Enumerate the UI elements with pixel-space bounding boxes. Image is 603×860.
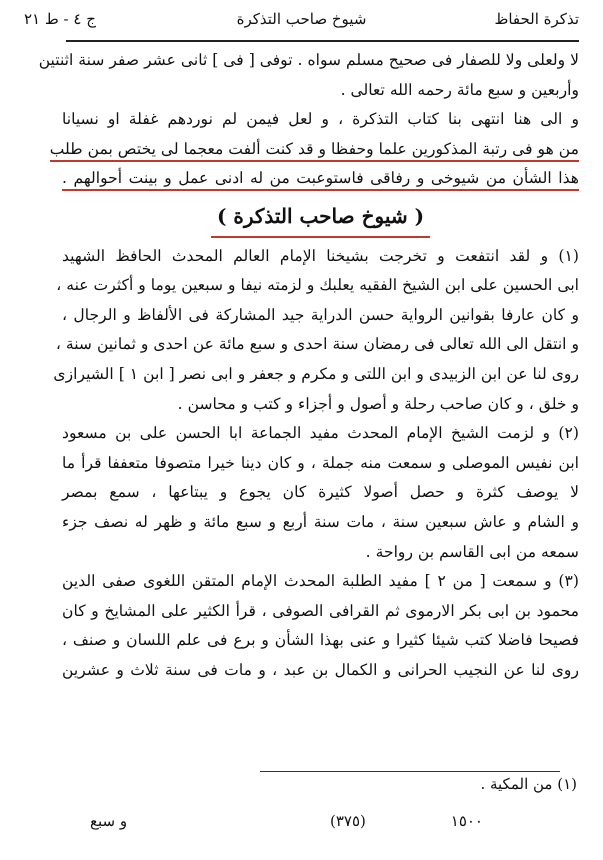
underlined-text: هذا الشأن من شيوخى و رفاقى فاستوعبت من له ادنى عمل و بينت أحوالهم . <box>62 169 579 191</box>
underlined-text: من هو فى رتبة المذكورين علما وحفظا و قد كنت ألفت معجما لى يختص بمن طلب <box>50 140 579 162</box>
catchword: و سبع <box>90 812 128 830</box>
text-line: ابن نفيس الموصلى و سمعت منه جملة ، و كان دينا خيرا متصوفا متعففا قرأ ما <box>62 453 579 472</box>
text-line: وأربعين و سبع مائة رحمه الله تعالى . <box>340 80 579 99</box>
text-line: روى لنا عن ابن الزبيدى و ابن اللتى و مكرم و جعفر و ابى نصر [ ابن ١ ] الشيرازى <box>53 364 579 383</box>
intro-paragraph <box>38 46 579 105</box>
section-heading-text: ( شيوخ صاحب التذكرة ) <box>211 202 430 238</box>
entry-1 <box>53 242 579 420</box>
text-line: فصيحا فاضلا كتب شيئا كثيرا و عنى بهذا الشأن و برع فى علم اللسان و صنف ، <box>62 631 579 650</box>
text-line: سمعه من ابى القاسم بن رواحة . <box>365 542 579 561</box>
running-header <box>24 8 579 34</box>
footnote-rule <box>260 771 560 772</box>
text-line-underlined <box>49 135 579 165</box>
page-footer <box>80 812 563 836</box>
page-number: (٣٧٥) <box>330 812 366 830</box>
text-line: محمود بن ابى بكر الارموى ثم القرافى الصوفى ، قرأ الكثير على المشايخ و كان <box>62 601 579 620</box>
book-title: تذكرة الحفاظ <box>494 10 579 28</box>
footnote: (١) من المكية . <box>480 775 577 793</box>
text-line: (٣) و سمعت [ من ٢ ] مفيد الطلبة المحدث الإمام المتقن اللغوى صفى الدين <box>62 572 579 591</box>
text-line: و الشام و عاش سبعين سنة ، مات سنة أربع و سبع مائة و ظهر له نصف جزء <box>62 512 579 531</box>
text-line: و الى هنا انتهى بنا كتاب التذكرة ، و لعل فيمن لم نوردهم غفلة او نسيانا <box>62 110 579 129</box>
page-body <box>38 46 579 685</box>
closing-paragraph <box>49 105 579 194</box>
text-line: ابى الحسين على ابن الشيخ الفقيه يعلبك و لزمته نيفا و سبعين يوما و أكثرت عنه ، <box>56 276 579 295</box>
text-line: روى لنا عن النجيب الحرانى و الكمال بن عبد ، و مات فى سنة ثلاث و عشرين <box>62 660 579 679</box>
text-line: (١) و لقد انتفعت و تخرجت بشيخنا الإمام العالم المحدث الحافظ الشهيد <box>62 246 579 265</box>
entry-3 <box>62 567 579 685</box>
text-line: لا ولعلى ولا للصفار فى صحيح مسلم سواه . توفى [ فى ] ثانى عشر صفر سنة اثنتين <box>38 51 579 69</box>
text-line: (٢) و لزمت الشيخ الإمام المحدث مفيد الجماعة ابا الحسن على بن مسعود <box>62 424 579 443</box>
text-line-underlined <box>62 164 579 194</box>
text-line: و كان عارفا بقوانين الرواية حسن الدراية جيد المشاركة فى الألفاظ و الرجال ، <box>62 305 579 324</box>
text-line: لا يوصف كثرة و حصل أصولا كثيرة كان يجوع و يبتاعها ، سمع بمصر <box>62 483 579 502</box>
entry-2 <box>62 419 579 567</box>
sequence-number: ١٥٠٠ <box>450 812 483 830</box>
volume-ref: ج ٤ - ط ٢١ <box>24 10 96 28</box>
header-rule <box>66 40 579 42</box>
section-title: شيوخ صاحب التذكرة <box>236 10 367 28</box>
text-line: و انتقل الى الله تعالى فى رمضان سنة احدى و سبع مائة عن احدى و ثمانين سنة ، <box>55 335 579 354</box>
text-line: و خلق ، و كان صاحب رحلة و أصول و أجزاء و كتب و محاسن . <box>177 394 579 413</box>
section-heading <box>62 202 579 238</box>
